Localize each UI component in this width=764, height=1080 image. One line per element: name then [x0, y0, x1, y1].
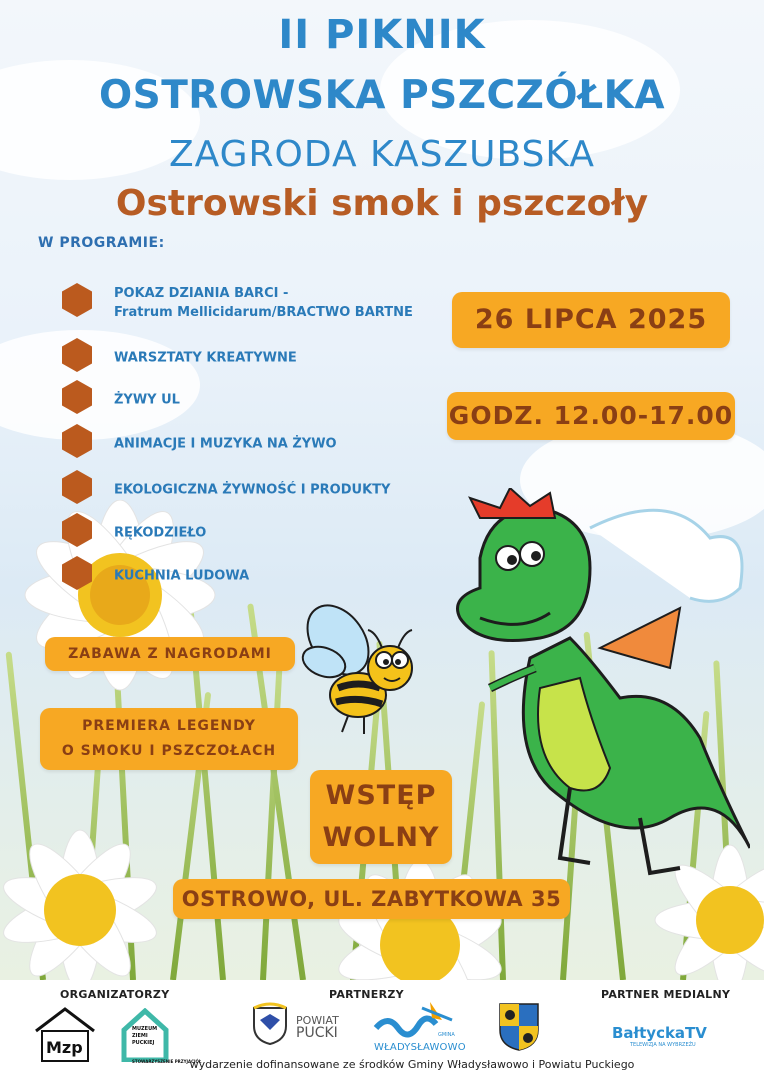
subtitle-location: ZAGRODA KASZUBSKA — [168, 134, 596, 175]
hexagon-bullet-icon — [62, 380, 92, 414]
program-item-text: POKAZ DZIANIA BARCI - Fratrum Mellicidarum/BRACTWO BARTNE — [114, 286, 413, 320]
baltycka-tv-logo: BałtyckaTV TELEWIZJA NA WYBRZEŻU — [612, 1024, 707, 1048]
legend-premiere-badge: PREMIERA LEGENDY O SMOKU I PSZCZOŁACH — [40, 708, 298, 770]
program-item — [62, 470, 442, 510]
hexagon-bullet-icon — [62, 338, 92, 372]
hexagon-bullet-icon — [62, 283, 92, 317]
media-partner-label: PARTNER MEDIALNY — [601, 988, 731, 1001]
footer — [0, 980, 764, 1080]
program-item-text: RĘKODZIEŁO — [114, 525, 207, 541]
partners-label: PARTNERZY — [329, 988, 404, 1001]
prizes-badge: ZABAWA Z NAGRODAMI — [45, 637, 295, 671]
mzp-logo: Mzp — [32, 1005, 98, 1063]
organizers-label: ORGANIZATORZY — [60, 988, 170, 1001]
program-item-text: WARSZTATY KREATYWNE — [114, 350, 297, 366]
wladyslawowo-logo: GMINA WŁADYSŁAWOWO — [372, 998, 462, 1060]
program-item — [62, 283, 442, 323]
program-item — [62, 424, 442, 464]
program-item-text: KUCHNIA LUDOWA — [114, 568, 250, 584]
event-time-badge: GODZ. 12.00-17.00 — [447, 392, 735, 440]
free-entry-badge: WSTĘP WOLNY — [310, 770, 452, 864]
program-item-text: EKOLOGICZNA ŻYWNOŚĆ I PRODUKTY — [114, 482, 391, 498]
funding-note: wydarzenie dofinansowane ze środków Gminy Władysławowo i Powiatu Puckiego — [189, 1058, 635, 1071]
hexagon-bullet-icon — [62, 424, 92, 458]
crest-icon — [248, 1002, 292, 1046]
event-date-badge: 26 LIPCA 2025 — [452, 292, 730, 348]
powiat-pucki-logo: POWIAT PUCKI — [248, 1002, 348, 1052]
bee-illustration-icon — [298, 600, 428, 740]
hexagon-bullet-icon — [62, 470, 92, 504]
program-item-text: ŻYWY UL — [114, 392, 180, 408]
coat-of-arms-icon — [498, 1002, 540, 1052]
program-item — [62, 380, 442, 420]
muzeum-logo: MUZEUM ZIEMI PUCKIEJ STOWARZYSZENIE PRZYJACIÓŁ — [120, 1008, 190, 1068]
title-line-1: II PIKNIK — [278, 12, 486, 58]
program-item-text: ANIMACJE I MUZYKA NA ŻYWO — [114, 436, 337, 452]
program-heading: W PROGRAMIE: — [38, 235, 165, 251]
hexagon-bullet-icon — [62, 513, 92, 547]
title-line-2: OSTROWSKA PSZCZÓŁKA — [98, 73, 666, 118]
program-item — [62, 513, 442, 553]
hexagon-bullet-icon — [62, 556, 92, 590]
program-item — [62, 338, 442, 378]
address-badge: OSTROWO, UL. ZABYTKOWA 35 — [173, 879, 570, 919]
subtitle-theme: Ostrowski smok i pszczoły — [115, 183, 649, 224]
program-item — [62, 556, 442, 596]
dragon-illustration-icon — [420, 488, 750, 908]
